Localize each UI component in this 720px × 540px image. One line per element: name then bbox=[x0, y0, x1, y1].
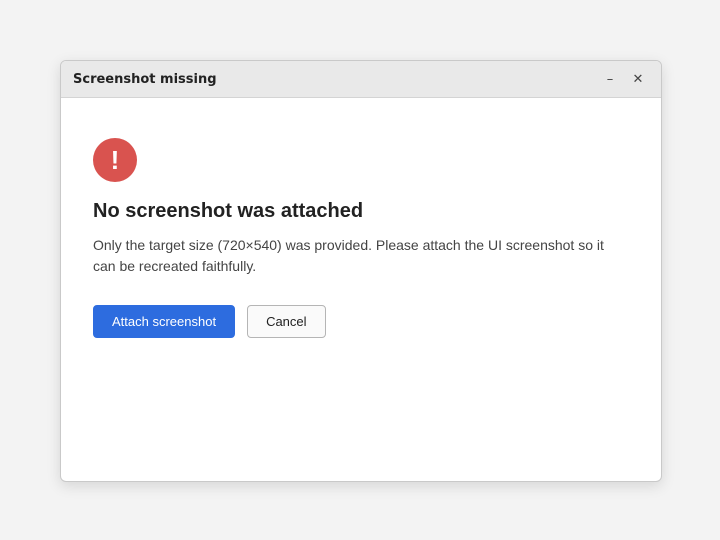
close-icon[interactable]: ✕ bbox=[632, 71, 644, 87]
notice-heading: No screenshot was attached bbox=[93, 200, 364, 222]
cancel-button[interactable]: Cancel bbox=[247, 305, 325, 338]
notice-panel bbox=[61, 98, 661, 378]
action-row bbox=[93, 305, 629, 338]
placeholder-window bbox=[60, 60, 662, 482]
attach-screenshot-button[interactable]: Attach screenshot bbox=[93, 305, 235, 338]
window-title: Screenshot missing bbox=[73, 71, 217, 87]
minimize-icon[interactable]: – bbox=[606, 71, 614, 87]
title-bar bbox=[61, 61, 661, 98]
notice-message: Only the target size (720×540) was provided. Please attach the UI screenshot so it can be recreated faithfully. bbox=[93, 237, 604, 274]
alert-icon: ! bbox=[93, 138, 137, 182]
